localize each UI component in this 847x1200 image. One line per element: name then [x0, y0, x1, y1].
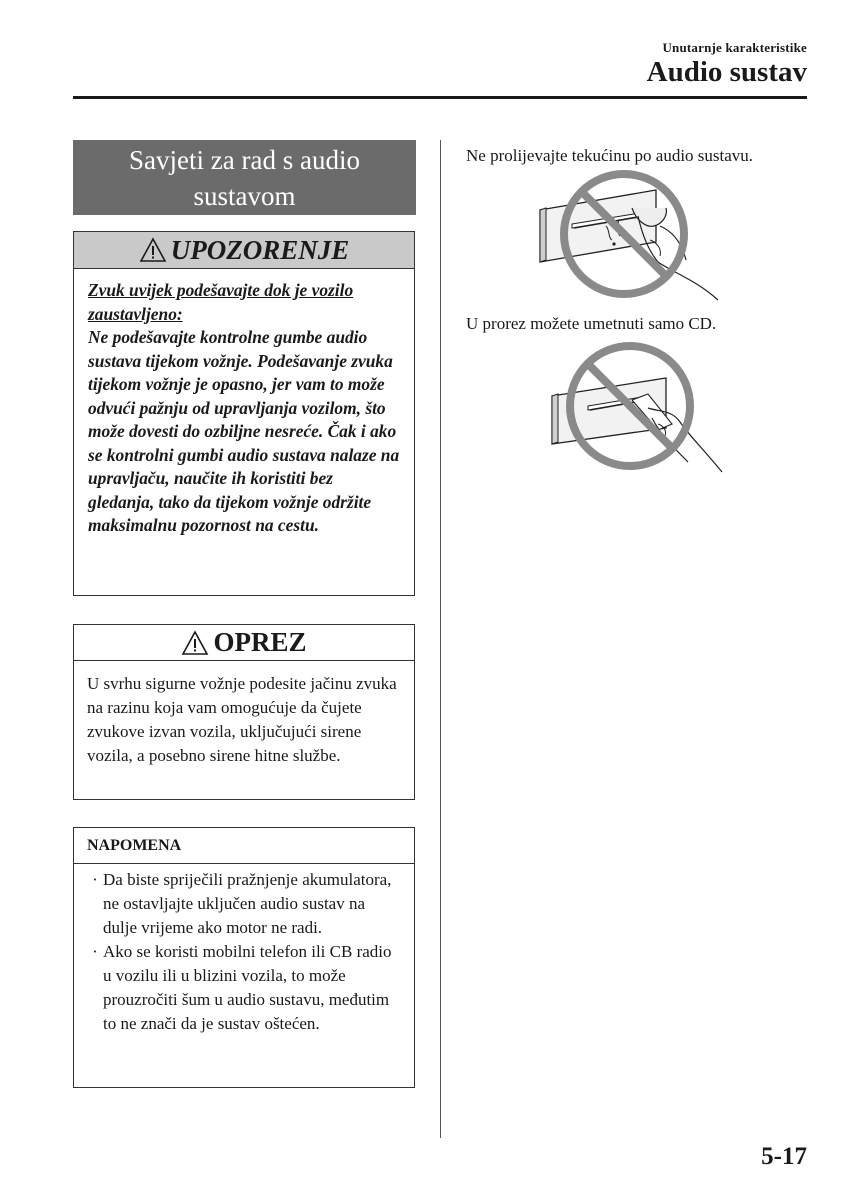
note-item-text: Da biste spriječili pražnjenje akumulatora, ne ostavljajte uključen audio sustav na dulje vrijeme ako motor ne radi. — [103, 870, 392, 937]
warning-label: UPOZORENJE — [170, 234, 350, 265]
note-box — [73, 827, 415, 1088]
caution-label: OPREZ — [213, 627, 307, 657]
note-item-text: Ako se koristi mobilni telefon ili CB radio u vozilu ili u blizini vozila, to može prouzročiti šum u audio sustavu, međutim to ne znači da je sustav oštećen. — [103, 942, 392, 1033]
caution-body: U svrhu sigurne vožnje podesite jačinu zvuka na razinu koja vam omogućuje da čujete zvukove izvan vozila, uključujući sirene vozila, a posebno sirene hitne službe. — [87, 674, 397, 765]
warning-text: Ne podešavajte kontrolne gumbe audio sustava tijekom vožnje. Podešavanje zvuka tijekom vožnje je opasno, jer vam to može odvući pažnju od upravljanja vozilom, što može dovesti do ozbiljne nesreće. Čak i ako se kontrolni gumbi audio sustava nalaze na upravljaču, naučite ih koristiti bez gledanja, tako da tijekom vožnje održite maksimalnu pozornost na cestu. — [88, 327, 400, 535]
page-number: 5-17 — [761, 1143, 807, 1170]
header-rule — [73, 96, 807, 99]
page-title: Audio sustav — [646, 56, 807, 88]
list-item — [87, 868, 402, 940]
tip-no-liquid: Ne prolijevajte tekućinu po audio sustavu. — [466, 146, 754, 165]
note-body — [74, 864, 414, 1036]
section-label: Unutarnje karakteristike — [662, 40, 807, 55]
warning-header — [74, 232, 414, 269]
list-item — [87, 940, 402, 1036]
warning-triangle-icon — [139, 237, 167, 263]
bullet: · — [92, 870, 98, 889]
caution-box — [73, 624, 415, 800]
tip-cd-only: U prorez možete umetnuti samo CD. — [466, 314, 717, 333]
warning-body — [74, 269, 414, 538]
warning-box — [73, 231, 415, 596]
no-liquid-illustration — [536, 168, 736, 308]
bullet: · — [92, 942, 98, 961]
warning-triangle-icon — [181, 630, 209, 656]
caution-header — [74, 625, 414, 661]
section-heading: Savjeti za rad s audio sustavom — [73, 140, 416, 215]
column-divider — [440, 140, 441, 1138]
cd-only-illustration — [548, 338, 738, 474]
warning-lead: Zvuk uvijek podešavajte dok je vozilo zaustavljeno: — [88, 280, 354, 324]
note-header: NAPOMENA — [74, 828, 414, 864]
